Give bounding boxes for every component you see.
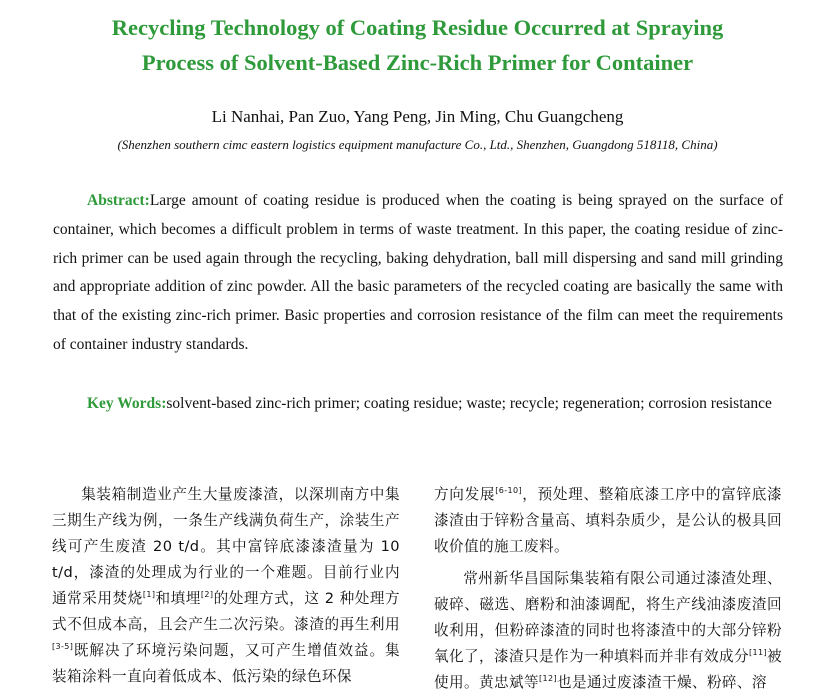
- body-text: 既解决了环境污染问题，又可产生增值效益。集装箱涂料一直向着低成本、低污染的绿色环保: [52, 642, 400, 685]
- keywords-text: solvent-based zinc-rich primer; coating residue; waste; recycle; regeneration; corrosion resistance: [166, 395, 772, 412]
- citation: [2]: [200, 590, 214, 600]
- citation: [11]: [748, 648, 767, 658]
- body-text: 和填埋: [155, 590, 201, 607]
- abstract-block: [53, 187, 783, 360]
- body-column-left: [52, 482, 400, 690]
- author-list: Li Nanhai, Pan Zuo, Yang Peng, Jin Ming, Chu Guangcheng: [211, 107, 624, 126]
- title-line-2: Process of Solvent-Based Zinc-Rich Primer for Container: [141, 50, 694, 75]
- keywords-label: Key Words:: [87, 395, 167, 412]
- body-text: 方向发展: [434, 486, 496, 503]
- citation: [12]: [538, 674, 557, 684]
- abstract-text: Large amount of coating residue is produced when the coating is being sprayed on the surface of container, which becomes a difficult problem in terms of waste treatment. In this paper, the coating residue of zinc-rich primer can be used again through the recycling, baking dehydration, ball mill dispersing and sand mill grinding and appropriate addition of zinc powder. All the basic parameters of the recycled coating are basically the same with that of the existing zinc-rich primer. Basic properties and corrosion resistance of the film can meet the requirements of container industry standards.: [53, 192, 783, 353]
- body-text: 被使用。黄忠斌等: [434, 648, 782, 691]
- body-text: 常州新华昌国际集装箱有限公司通过漆渣处理、破碎、磁选、磨粉和油漆调配，将生产线油漆废渣回收利用，但粉碎漆渣的同时也将漆渣中的大部分锌粉氧化了，漆渣只是作为一种填料而并非有效成分: [434, 570, 782, 665]
- body-text: ，预处理、整箱底漆工序中的富锌底漆漆渣由于锌粉含量高、填料杂质少，是公认的极具回收价值的施工废料。: [434, 486, 782, 555]
- body-text: 的处理方式，这 2 种处理方式不但成本高，且会产生二次污染。漆渣的再生利用: [52, 590, 400, 633]
- affiliation: (Shenzhen southern cimc eastern logistics equipment manufacture Co., Ltd., Shenzhen, Guangdong 518118, China): [117, 137, 718, 152]
- abstract-label: Abstract:: [87, 192, 150, 209]
- keywords-block: [53, 390, 783, 419]
- body-text: 集装箱制造业产生大量废漆渣，以深圳南方中集三期生产线为例，一条生产线满负荷生产，涂装生产线可产生废渣 20 t/d。其中富锌底漆漆渣量为 10 t/d，漆渣的处理成为行业的一个难题。目前行业内通常采用焚烧: [52, 486, 400, 607]
- citation: [1]: [142, 590, 156, 600]
- body-paragraph: [434, 566, 782, 696]
- paper-title: [0, 10, 835, 80]
- body-paragraph: [52, 482, 400, 690]
- body-text: 也是通过废漆渣干燥、粉碎、溶: [557, 674, 767, 691]
- body-column-right: [434, 482, 782, 696]
- citation: [6-10]: [495, 486, 522, 496]
- title-line-1: Recycling Technology of Coating Residue Occurred at Spraying: [111, 15, 724, 40]
- body-paragraph: [434, 482, 782, 560]
- citation: [3-5]: [52, 642, 74, 652]
